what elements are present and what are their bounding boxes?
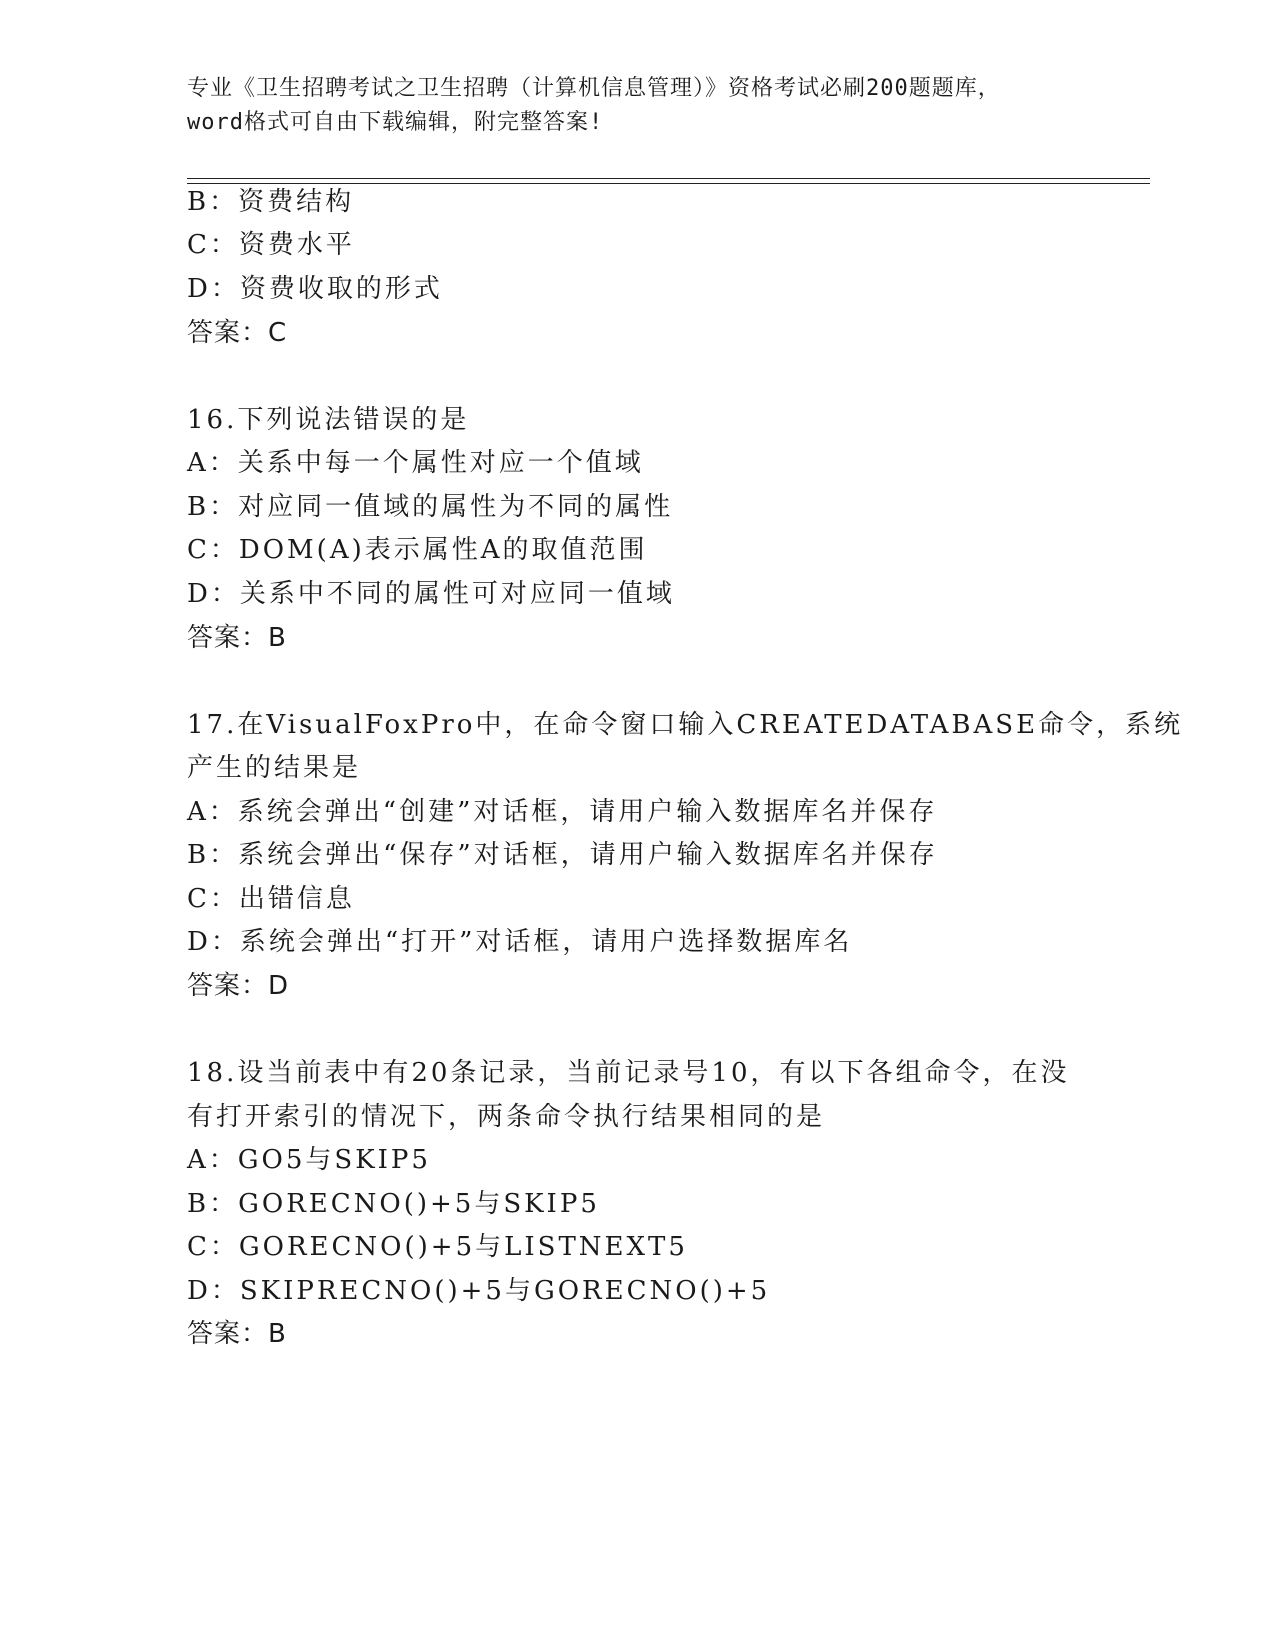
q18-option-c: C：GORECNO()+5与LISTNEXT5 [187, 1232, 688, 1262]
q15-option-b: B：资费结构 [187, 187, 355, 217]
header-title-line-1: 专业《卫生招聘考试之卫生招聘（计算机信息管理）》资格考试必刷200题题库， [187, 76, 1001, 101]
q18-option-a: A：GO5与SKIP5 [187, 1145, 431, 1175]
document-header [187, 72, 1067, 140]
q15-option-c: C：资费水平 [187, 230, 355, 260]
q16-stem: 16.下列说法错误的是 [187, 405, 470, 435]
q17-answer: 答案：D [187, 971, 290, 1001]
q16-answer: 答案：B [187, 623, 287, 653]
q18-stem-line-1: 18.设当前表中有20条记录，当前记录号10，有以下各组命令，在没 [187, 1058, 1070, 1088]
q16-option-d: D：关系中不同的属性可对应同一值域 [187, 579, 675, 609]
q16-option-b: B：对应同一值域的属性为不同的属性 [187, 492, 674, 522]
q17-option-c: C：出错信息 [187, 884, 355, 914]
q18-stem-line-2: 有打开索引的情况下，两条命令执行结果相同的是 [187, 1102, 826, 1132]
header-divider-top [187, 178, 1150, 179]
q15-option-d: D：资费收取的形式 [187, 274, 443, 304]
q18-option-d: D：SKIPRECNO()+5与GORECNO()+5 [187, 1276, 771, 1306]
q17-stem-line-2: 产生的结果是 [187, 753, 362, 783]
q15-answer: 答案：C [187, 318, 288, 348]
q17-option-d: D：系统会弹出“打开”对话框，请用户选择数据库名 [187, 927, 853, 957]
q16-option-a: A：关系中每一个属性对应一个值域 [187, 448, 644, 478]
q18-answer: 答案：B [187, 1319, 287, 1349]
q17-option-b: B：系统会弹出“保存”对话框，请用户输入数据库名并保存 [187, 840, 938, 870]
q17-stem-line-1: 17.在VisualFoxPro中，在命令窗口输入CREATEDATABASE命令，系统 [187, 710, 1184, 740]
q16-option-c: C：DOM(A)表示属性A的取值范围 [187, 535, 648, 565]
header-title-line-2: word格式可自由下载编辑，附完整答案! [187, 110, 604, 135]
header-divider-bottom [187, 183, 1150, 184]
q18-option-b: B：GORECNO()+5与SKIP5 [187, 1189, 600, 1219]
q17-option-a: A：系统会弹出“创建”对话框，请用户输入数据库名并保存 [187, 797, 938, 827]
